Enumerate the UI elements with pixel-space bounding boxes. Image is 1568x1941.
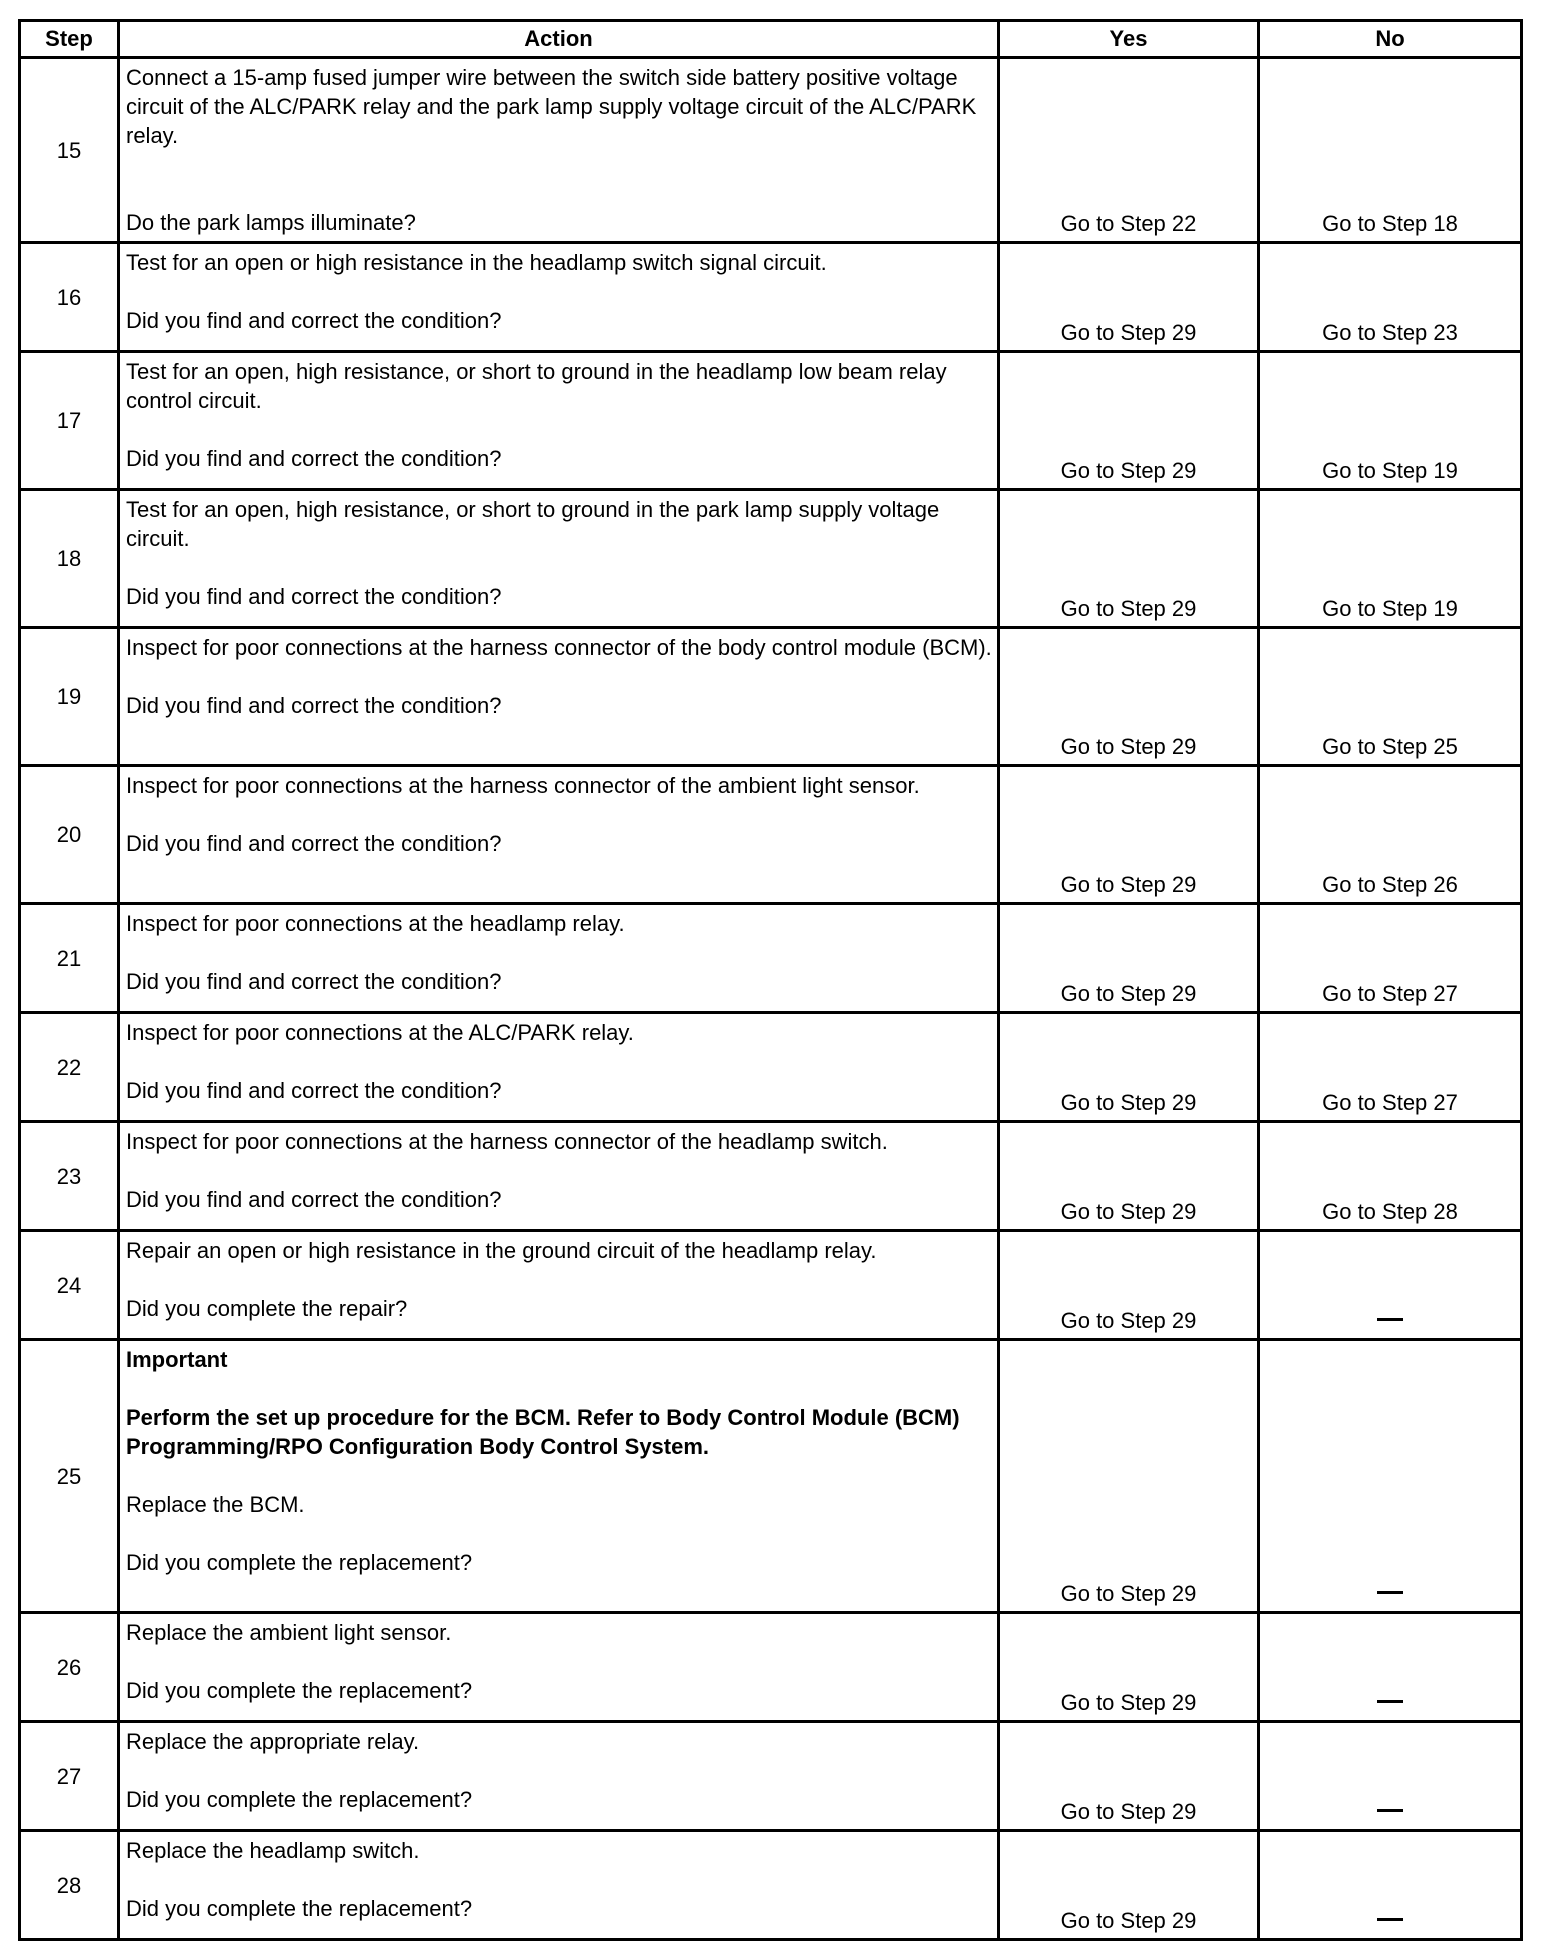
step-number: 20 <box>20 766 119 904</box>
table-row <box>20 904 1522 1013</box>
action-cell <box>119 1013 999 1122</box>
no-result <box>1259 1231 1522 1340</box>
yes-result: Go to Step 29 <box>999 1831 1259 1940</box>
step-number: 23 <box>20 1122 119 1231</box>
action-question: Did you find and correct the condition? <box>126 693 502 718</box>
table-row <box>20 1122 1522 1231</box>
step-number: 28 <box>20 1831 119 1940</box>
yes-result: Go to Step 29 <box>999 490 1259 628</box>
step-number: 19 <box>20 628 119 766</box>
action-question: Did you find and correct the condition? <box>126 584 502 609</box>
table-row <box>20 1613 1522 1722</box>
no-dash <box>1377 1809 1403 1812</box>
important-heading: Important <box>126 1347 228 1372</box>
header-row <box>20 21 1522 58</box>
yes-result: Go to Step 29 <box>999 1013 1259 1122</box>
step-number: 21 <box>20 904 119 1013</box>
diagnostic-table <box>18 19 1523 1941</box>
no-result <box>1259 1722 1522 1831</box>
action-text: Inspect for poor connections at the harness connector of the ambient light sensor. <box>126 773 920 798</box>
action-cell <box>119 58 999 243</box>
no-result: Go to Step 19 <box>1259 490 1522 628</box>
step-number: 22 <box>20 1013 119 1122</box>
no-dash <box>1377 1318 1403 1321</box>
action-question: Did you find and correct the condition? <box>126 1078 502 1103</box>
step-number: 24 <box>20 1231 119 1340</box>
action-cell <box>119 1231 999 1340</box>
action-question: Did you find and correct the condition? <box>126 1187 502 1212</box>
step-number: 17 <box>20 352 119 490</box>
action-cell <box>119 1122 999 1231</box>
table-row <box>20 766 1522 904</box>
yes-result: Go to Step 29 <box>999 766 1259 904</box>
step-number: 16 <box>20 243 119 352</box>
step-number: 27 <box>20 1722 119 1831</box>
yes-result: Go to Step 29 <box>999 1231 1259 1340</box>
action-cell <box>119 352 999 490</box>
yes-result: Go to Step 29 <box>999 628 1259 766</box>
action-cell <box>119 628 999 766</box>
action-text: Test for an open, high resistance, or short to ground in the headlamp low beam relay control circuit. <box>126 359 947 413</box>
step-number: 25 <box>20 1340 119 1613</box>
action-question: Did you complete the replacement? <box>126 1550 473 1575</box>
action-text: Repair an open or high resistance in the ground circuit of the headlamp relay. <box>126 1238 877 1263</box>
table-row <box>20 1831 1522 1940</box>
action-text: Inspect for poor connections at the ALC/PARK relay. <box>126 1020 634 1045</box>
yes-result: Go to Step 29 <box>999 1613 1259 1722</box>
step-number: 18 <box>20 490 119 628</box>
table-row <box>20 490 1522 628</box>
header-yes: Yes <box>999 21 1259 58</box>
action-cell <box>119 1613 999 1722</box>
yes-result: Go to Step 29 <box>999 1722 1259 1831</box>
no-result <box>1259 1831 1522 1940</box>
action-cell <box>119 490 999 628</box>
action-text: Inspect for poor connections at the harness connector of the headlamp switch. <box>126 1129 888 1154</box>
no-result <box>1259 1613 1522 1722</box>
action-question: Did you find and correct the condition? <box>126 831 502 856</box>
no-result: Go to Step 23 <box>1259 243 1522 352</box>
action-question: Do the park lamps illuminate? <box>126 210 416 235</box>
action-cell <box>119 904 999 1013</box>
action-question: Did you complete the replacement? <box>126 1896 473 1921</box>
yes-result: Go to Step 29 <box>999 352 1259 490</box>
table-row <box>20 1340 1522 1613</box>
action-text: Replace the appropriate relay. <box>126 1729 420 1754</box>
table-row <box>20 58 1522 243</box>
action-cell <box>119 1722 999 1831</box>
action-text: Inspect for poor connections at the headlamp relay. <box>126 911 625 936</box>
yes-result: Go to Step 22 <box>999 58 1259 243</box>
table-row <box>20 352 1522 490</box>
header-step: Step <box>20 21 119 58</box>
yes-result: Go to Step 29 <box>999 904 1259 1013</box>
no-result: Go to Step 28 <box>1259 1122 1522 1231</box>
action-question: Did you complete the replacement? <box>126 1787 473 1812</box>
action-question: Did you find and correct the condition? <box>126 969 502 994</box>
action-text: Test for an open or high resistance in the headlamp switch signal circuit. <box>126 250 827 275</box>
yes-result: Go to Step 29 <box>999 243 1259 352</box>
action-cell <box>119 766 999 904</box>
action-text: Replace the ambient light sensor. <box>126 1620 452 1645</box>
action-cell <box>119 1831 999 1940</box>
table-row <box>20 1722 1522 1831</box>
table-row <box>20 1013 1522 1122</box>
action-cell <box>119 1340 999 1613</box>
action-text: Replace the BCM. <box>126 1492 305 1517</box>
no-result: Go to Step 26 <box>1259 766 1522 904</box>
no-result: Go to Step 18 <box>1259 58 1522 243</box>
action-question: Did you find and correct the condition? <box>126 308 502 333</box>
no-result: Go to Step 25 <box>1259 628 1522 766</box>
no-dash <box>1377 1918 1403 1921</box>
no-dash <box>1377 1700 1403 1703</box>
action-text: Test for an open, high resistance, or short to ground in the park lamp supply voltage circuit. <box>126 497 940 551</box>
action-cell <box>119 243 999 352</box>
table-row <box>20 1231 1522 1340</box>
no-result: Go to Step 27 <box>1259 1013 1522 1122</box>
step-number: 26 <box>20 1613 119 1722</box>
table-row <box>20 628 1522 766</box>
action-text: Inspect for poor connections at the harness connector of the body control module (BCM). <box>126 635 992 660</box>
step-number: 15 <box>20 58 119 243</box>
yes-result: Go to Step 29 <box>999 1340 1259 1613</box>
action-question: Did you complete the replacement? <box>126 1678 473 1703</box>
table-row <box>20 243 1522 352</box>
yes-result: Go to Step 29 <box>999 1122 1259 1231</box>
action-text: Connect a 15-amp fused jumper wire between the switch side battery positive voltage circuit of the ALC/PARK relay and the park lamp supply voltage circuit of the ALC/PARK relay. <box>126 65 977 148</box>
action-question: Did you find and correct the condition? <box>126 446 502 471</box>
action-question: Did you complete the repair? <box>126 1296 408 1321</box>
no-result <box>1259 1340 1522 1613</box>
no-dash <box>1377 1591 1403 1594</box>
important-text: Perform the set up procedure for the BCM. Refer to Body Control Module (BCM) Programming/RPO Configuration Body Control System. <box>126 1405 960 1459</box>
action-text: Replace the headlamp switch. <box>126 1838 420 1863</box>
header-no: No <box>1259 21 1522 58</box>
no-result: Go to Step 19 <box>1259 352 1522 490</box>
no-result: Go to Step 27 <box>1259 904 1522 1013</box>
header-action: Action <box>119 21 999 58</box>
